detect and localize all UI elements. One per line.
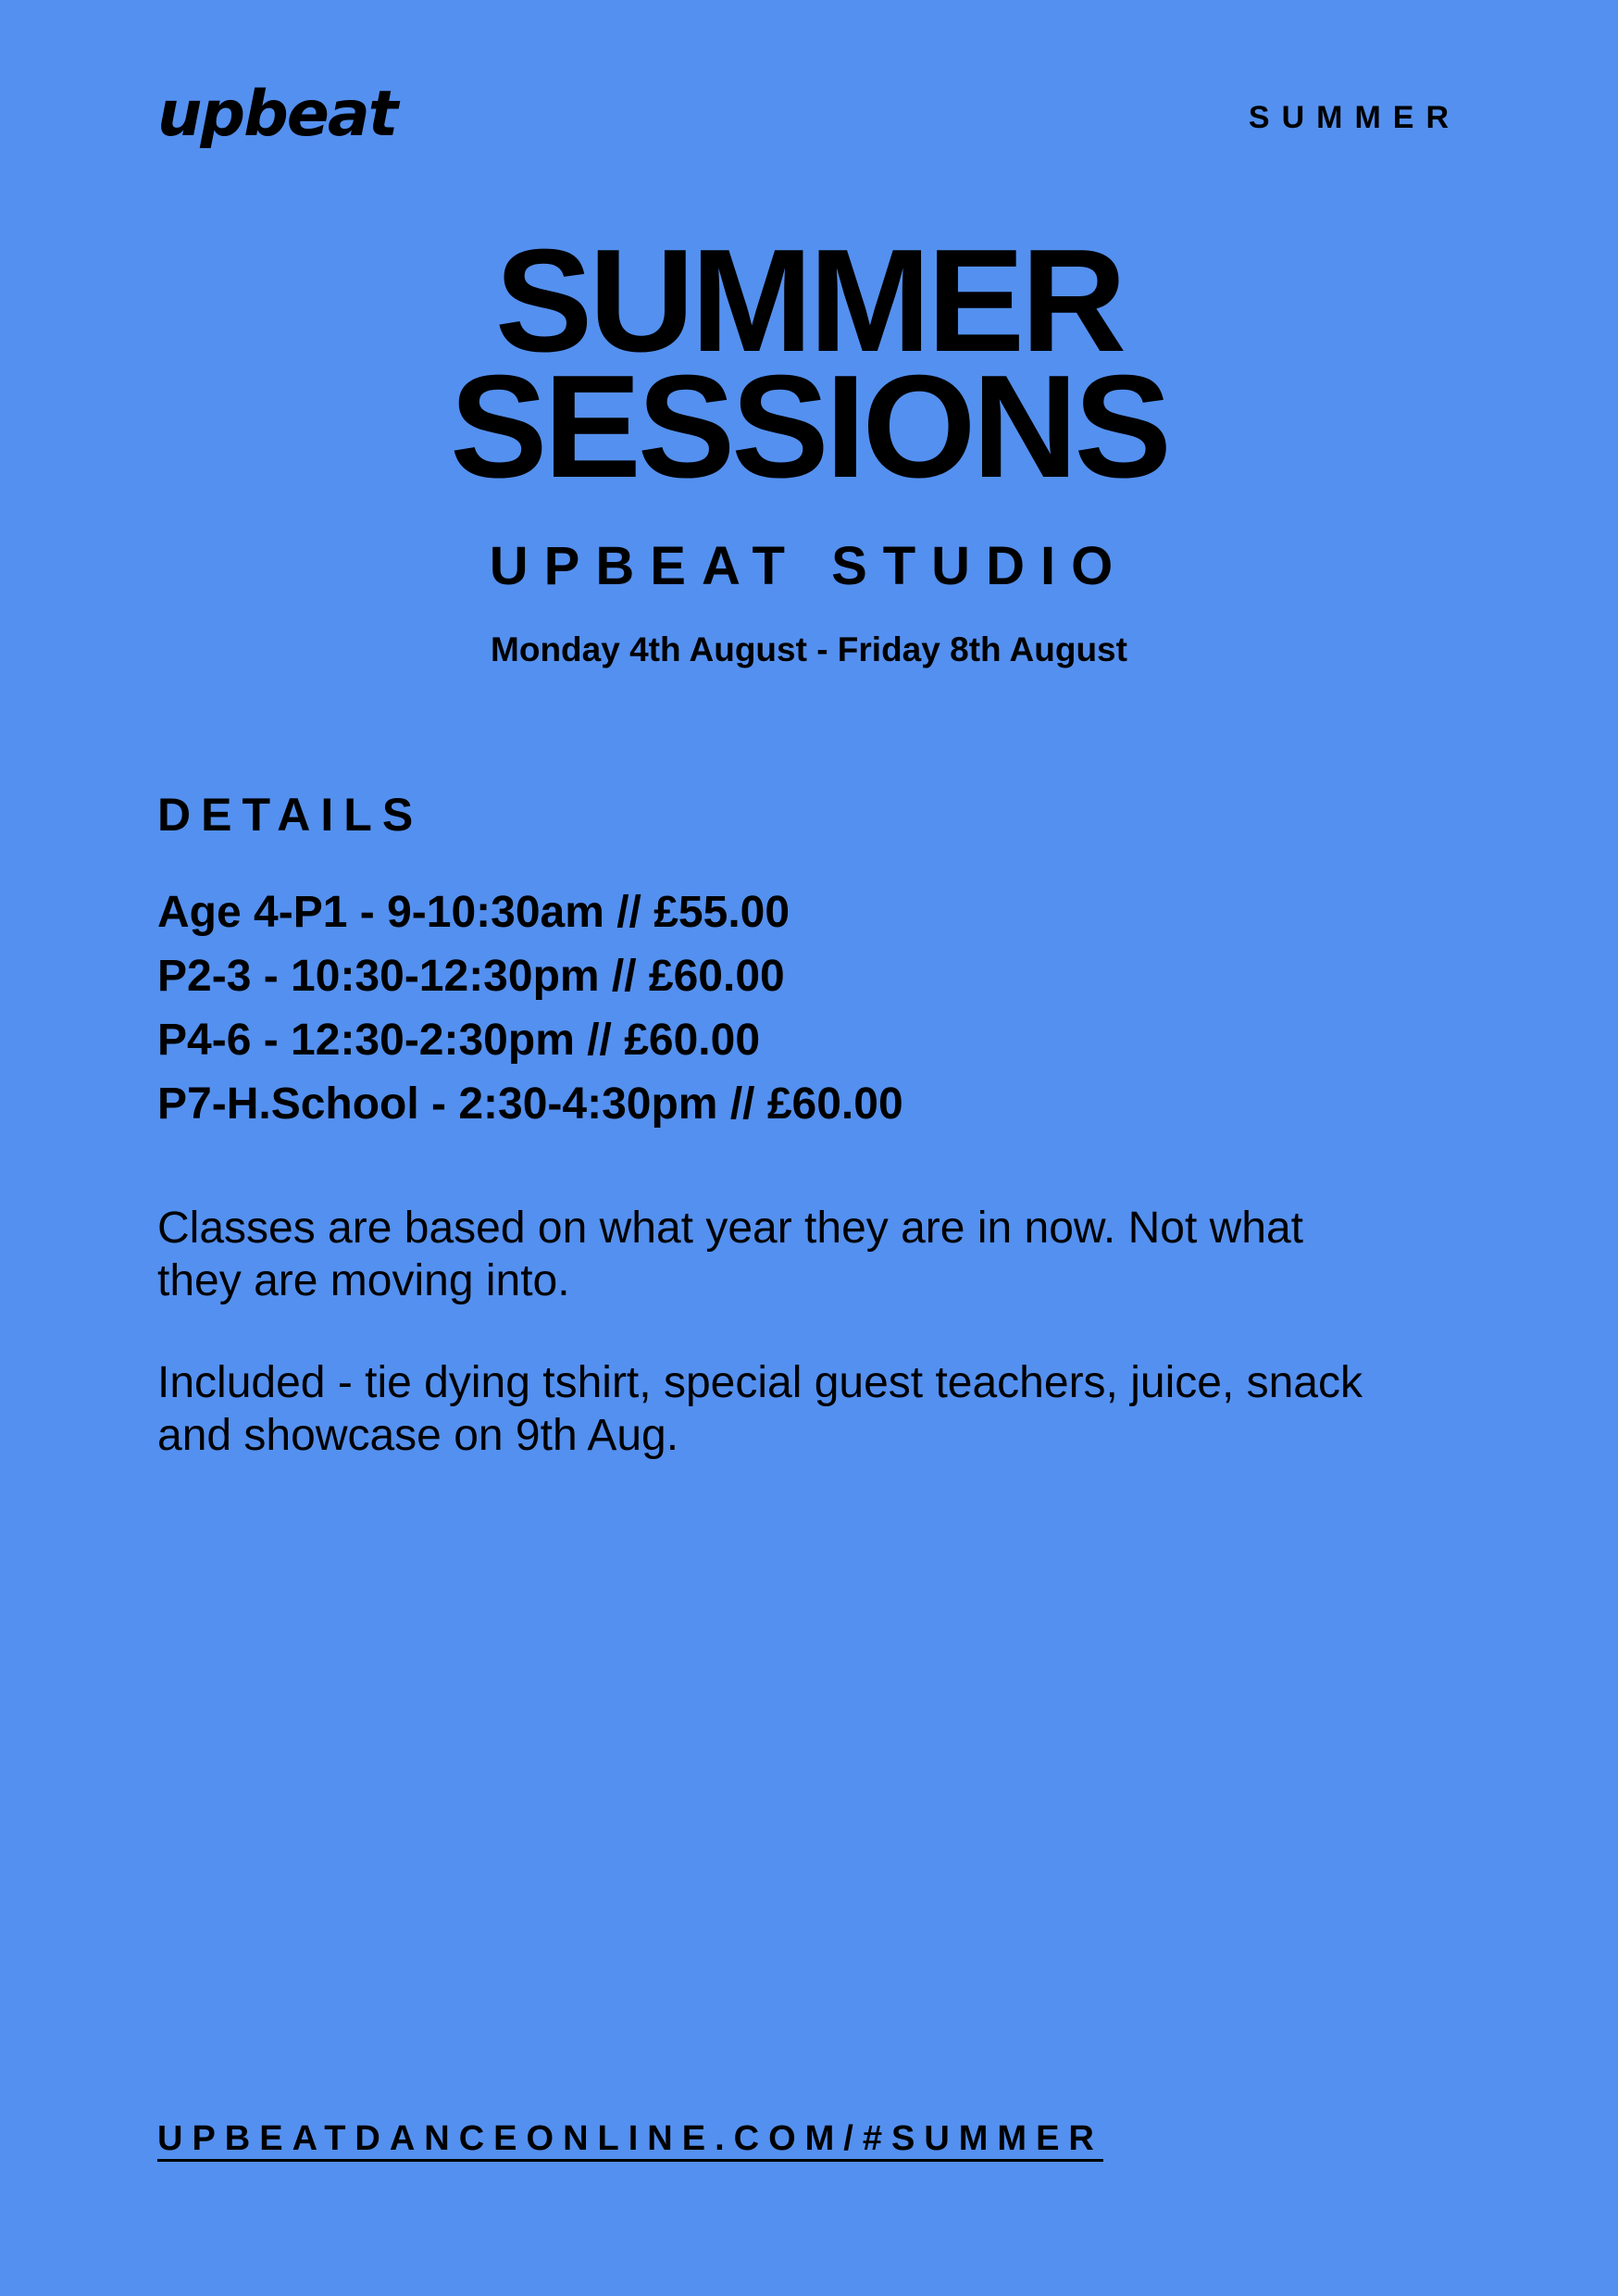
title-block — [0, 219, 1618, 669]
note-paragraph: Classes are based on what year they are in now. Not what they are moving into. — [157, 1204, 1304, 1305]
details-section — [0, 788, 1618, 1463]
upbeat-logo: upbeat — [157, 78, 397, 151]
studio-subtitle: UPBEAT STUDIO — [489, 535, 1129, 596]
poster-header — [0, 0, 1618, 151]
page-title-line-2: SESSIONS — [450, 344, 1168, 508]
list-item: P4-6 - 12:30-2:30pm // £60.00 — [157, 1015, 761, 1065]
notes-block — [157, 1203, 1461, 1463]
details-heading: DETAILS — [157, 788, 424, 841]
season-tag: SUMMER — [1248, 100, 1461, 135]
website-link[interactable]: UPBEATDANCEONLINE.COM/#SUMMER — [157, 2119, 1103, 2158]
page-title-line-1: SUMMER — [494, 219, 1124, 382]
list-item: P7-H.School - 2:30-4:30pm // £60.00 — [157, 1079, 903, 1129]
note-paragraph: Included - tie dying tshirt, special guest teachers, juice, snack and showcase on 9th Aug. — [157, 1358, 1363, 1461]
event-dates: Monday 4th August - Friday 8th August — [491, 630, 1127, 668]
list-item: Age 4-P1 - 9-10:30am // £55.00 — [157, 887, 790, 937]
poster-footer — [157, 2119, 1103, 2159]
list-item: P2-3 - 10:30-12:30pm // £60.00 — [157, 951, 785, 1001]
